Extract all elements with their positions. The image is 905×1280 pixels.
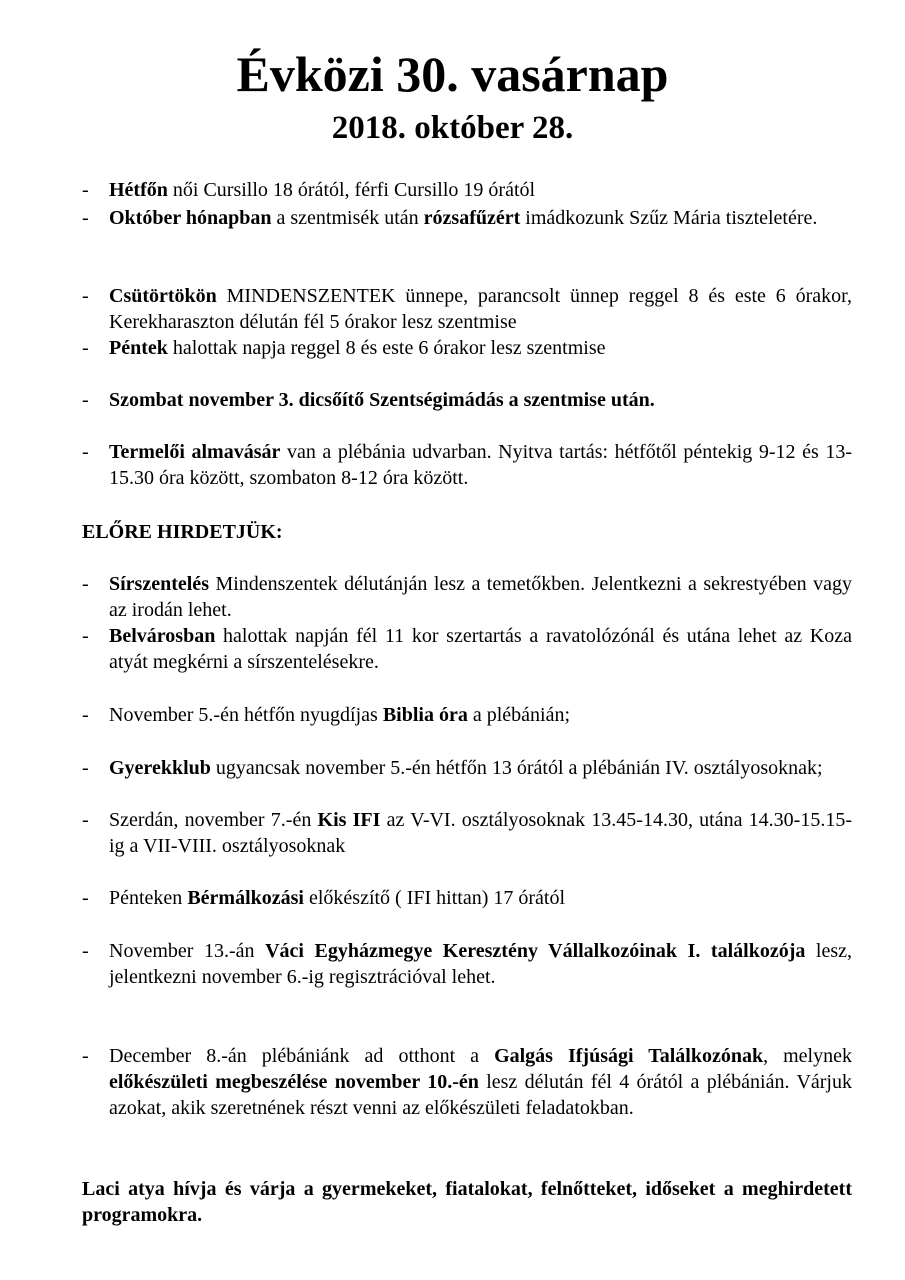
list-item: - Termelői almavásár van a plébánia udvarban. Nyitva tartás: hétfőtől péntekig 9-12 és 13-15.30 óra között, szombaton 8-12 óra között. — [82, 441, 852, 489]
list-item-text: December 8.-án plébániánk ad otthont a Galgás Ifjúsági Találkozónak, melynek előkészületi megbeszélése november 10.-én lesz délután fél 4 órától a plébánián. Várjuk azokat, akik szeretnének részt venni az előkészületi feladatokban. — [109, 1045, 852, 1119]
list-item: - November 13.-án Váci Egyházmegye Keresztény Vállalkozóinak I. találkozója lesz, jelentkezni november 6.-ig regisztrációval lehet. — [82, 940, 853, 988]
closing-paragraph: Laci atya hívja és várja a gyermekeket, fiatalokat, felnőtteket, időseket a meghirdetett programokra. — [82, 1178, 852, 1226]
list-item-text: Október hónapban a szentmisék után rózsafűzért imádkozunk Szűz Mária tiszteletére. — [109, 207, 818, 229]
page-title: Évközi 30. vasárnap — [236, 46, 669, 102]
list-item-text: Péntek halottak napja reggel 8 és este 6 órakor lesz szentmise — [109, 337, 606, 359]
list-item-text: November 5.-én hétfőn nyugdíjas Biblia óra a plébánián; — [109, 704, 571, 726]
list-item: - Gyerekklub ugyancsak november 5.-én hétfőn 13 órától a plébánián IV. osztályosoknak; — [82, 755, 852, 781]
list-item: - Csütörtökön MINDENSZENTEK ünnepe, parancsolt ünnep reggel 8 és este 6 órakor, Kerekharaszton délután fél 5 órakor lesz szentmise — [82, 285, 852, 333]
list-item: - December 8.-án plébániánk ad otthont a Galgás Ifjúsági Találkozónak, melynek előkészületi megbeszélése november 10.-én lesz délután fél 4 órától a plébánián. Várjuk azokat, akik szeretnének részt venni az előkészületi feladatokban. — [82, 1045, 852, 1119]
list-item-text: Sírszentelés Mindenszentek délutánján lesz a temetőkben. Jelentkezni a sekrestyében vagy az irodán lehet. — [109, 573, 852, 621]
list-item-text: Gyerekklub ugyancsak november 5.-én hétfőn 13 órától a plébánián IV. osztályosoknak; — [109, 757, 823, 779]
list-item: - Sírszentelés Mindenszentek délutánján lesz a temetőkben. Jelentkezni a sekrestyében vagy az irodán lehet. — [82, 573, 852, 621]
section-heading: ELŐRE HIRDETJÜK: — [82, 521, 283, 543]
list-item: - Pénteken Bérmálkozási előkészítő ( IFI hittan) 17 órától — [82, 885, 852, 911]
list-item-text: Pénteken Bérmálkozási előkészítő ( IFI hittan) 17 órától — [109, 887, 566, 909]
list-item: - Belvárosban halottak napján fél 11 kor szertartás a ravatolózónál és utána lehet az Koza atyát megkérni a sírszentelésekre. — [82, 625, 852, 673]
list-item-text: Belvárosban halottak napján fél 11 kor szertartás a ravatolózónál és utána lehet az Koza atyát megkérni a sírszentelésekre. — [109, 625, 852, 673]
list-item: - Péntek halottak napja reggel 8 és este 6 órakor lesz szentmise — [82, 335, 852, 361]
page-date: 2018. október 28. — [331, 110, 574, 146]
list-item-text: Csütörtökön MINDENSZENTEK ünnepe, parancsolt ünnep reggel 8 és este 6 órakor, Kerekharaszton délután fél 5 órakor lesz szentmise — [109, 285, 852, 333]
list-item: - Szombat november 3. dicsőítő Szentségimádás a szentmise után. — [82, 387, 852, 413]
list-item-text: Szombat november 3. dicsőítő Szentségimádás a szentmise után. — [109, 389, 655, 411]
list-item: - Szerdán, november 7.-én Kis IFI az V-VI. osztályosoknak 13.45-14.30, utána 14.30-15.15-ig a VII-VIII. osztályosoknak — [82, 809, 852, 857]
list-item: - November 5.-én hétfőn nyugdíjas Biblia óra a plébánián; — [82, 702, 852, 728]
list-item-text: Termelői almavásár van a plébánia udvarban. Nyitva tartás: hétfőtől péntekig 9-12 és 13-15.30 óra között, szombaton 8-12 óra között. — [109, 441, 852, 489]
list-item-text: Hétfőn női Cursillo 18 órától, férfi Cursillo 19 órától — [109, 179, 536, 201]
list-item: - Október hónapban a szentmisék után rózsafűzért imádkozunk Szűz Mária tiszteletére. — [82, 205, 852, 231]
list-item-text: Szerdán, november 7.-én Kis IFI az V-VI. osztályosoknak 13.45-14.30, utána 14.30-15.15-ig a VII-VIII. osztályosoknak — [109, 809, 852, 857]
list-item: - Hétfőn női Cursillo 18 órától, férfi Cursillo 19 órától — [82, 177, 852, 203]
list-item-text: November 13.-án Váci Egyházmegye Keresztény Vállalkozóinak I. találkozója lesz, jelentkezni november 6.-ig regisztrációval lehet. — [109, 940, 853, 988]
